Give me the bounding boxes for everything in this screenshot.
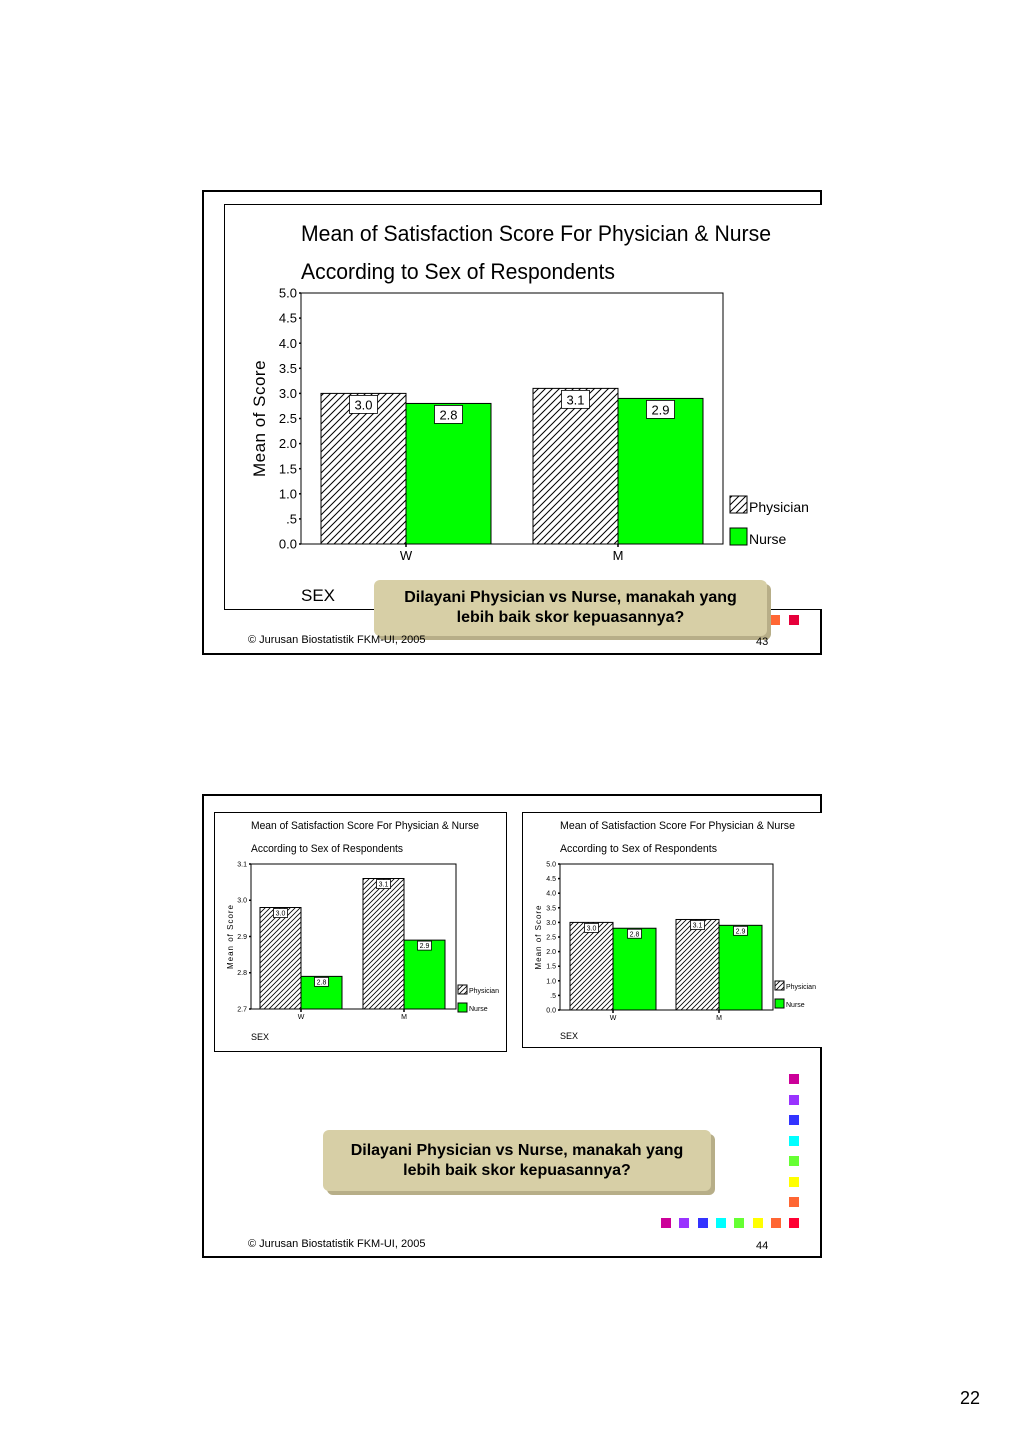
slide-number: 44 [756, 1240, 769, 1252]
x-axis-label: SEX [560, 1031, 579, 1041]
copyright: © Jurusan Biostatistik FKM-UI, 2005 [248, 1238, 426, 1250]
chart-title: Mean of Satisfaction Score For Physician & Nurse [560, 820, 795, 832]
copyright: © Jurusan Biostatistik FKM-UI, 2005 [248, 634, 426, 646]
deco-square [789, 1156, 799, 1166]
deco-square [789, 1074, 799, 1084]
y-tick-label: 5.0 [278, 285, 297, 301]
deco-square [753, 1218, 763, 1228]
y-tick-label: 4.0 [278, 335, 297, 351]
bar-physician [533, 388, 618, 544]
y-axis-label: Mean of Score [250, 359, 269, 478]
legend-label: Nurse [786, 1002, 805, 1009]
legend-swatch-physician [458, 985, 467, 994]
bar-nurse [613, 928, 656, 1010]
chart-main [225, 205, 823, 611]
x-tick-label: M [401, 1014, 407, 1021]
y-tick-label: .5 [550, 992, 556, 1000]
x-tick-label: M [612, 548, 624, 563]
chart-subtitle: According to Sex of Respondents [301, 259, 615, 284]
legend-swatch-physician [730, 496, 747, 513]
x-axis-label: SEX [301, 586, 336, 605]
chart-title: Mean of Satisfaction Score For Physician & Nurse [251, 820, 479, 832]
y-tick-label: 2.0 [278, 436, 297, 452]
y-tick-label: 4.5 [278, 310, 297, 326]
y-tick-label: 5.0 [546, 861, 556, 869]
legend-swatch-nurse [458, 1003, 467, 1012]
legend-swatch-nurse [775, 999, 784, 1008]
y-tick-label: 4.0 [546, 890, 556, 898]
y-tick-label: 0.0 [546, 1007, 556, 1015]
callout-text: Dilayani Physician vs Nurse, manakah yang lebih baik skor kepuasannya? [404, 589, 737, 626]
callout-box [323, 1130, 711, 1191]
chart-subtitle: According to Sex of Respondents [251, 843, 404, 855]
chart-right [523, 813, 823, 1049]
y-tick-label: 2.5 [278, 411, 297, 427]
deco-square [716, 1218, 726, 1228]
x-tick-label: W [399, 548, 413, 563]
deco-square [789, 615, 799, 625]
y-tick-label: .5 [286, 511, 297, 527]
bar-physician [570, 922, 613, 1010]
bar-nurse [618, 398, 703, 544]
deco-square [661, 1218, 671, 1228]
y-tick-label: 2.9 [237, 933, 247, 941]
x-tick-label: W [609, 1015, 617, 1022]
legend-label: Physician [786, 984, 816, 991]
deco-square [789, 1115, 799, 1125]
deco-square [679, 1218, 689, 1228]
y-tick-label: 3.0 [237, 897, 247, 905]
chart-frame-main [224, 204, 822, 610]
bar-nurse [406, 403, 491, 544]
y-tick-label: 2.8 [237, 970, 247, 978]
data-label: 3.0 [586, 925, 597, 933]
chart-title: Mean of Satisfaction Score For Physician & Nurse [301, 221, 771, 246]
bar-nurse [719, 925, 762, 1010]
data-label: 2.8 [629, 931, 640, 939]
y-tick-label: 1.5 [546, 963, 556, 971]
deco-square [698, 1218, 708, 1228]
legend-swatch-physician [775, 981, 784, 990]
bar-physician [363, 879, 404, 1010]
data-label: 2.8 [316, 979, 327, 987]
callout-text: Dilayani Physician vs Nurse, manakah yang lebih baik skor kepuasannya? [350, 1141, 684, 1179]
callout-box [374, 580, 767, 636]
chart-frame-right [522, 812, 822, 1048]
y-tick-label: 3.1 [237, 861, 247, 869]
bar-physician [260, 908, 301, 1010]
data-label: 2.9 [651, 402, 670, 418]
x-tick-label: W [297, 1014, 305, 1021]
legend-label: Nurse [469, 1006, 488, 1013]
deco-square [789, 1095, 799, 1105]
data-label: 2.8 [439, 407, 458, 423]
x-axis-label: SEX [251, 1032, 270, 1042]
deco-square [770, 615, 780, 625]
data-label: 3.0 [275, 910, 286, 918]
bar-physician [321, 393, 406, 544]
data-label: 3.1 [566, 392, 585, 408]
deco-square [789, 1218, 799, 1228]
chart-left [215, 813, 508, 1053]
y-tick-label: 3.5 [546, 905, 556, 913]
y-tick-label: 0.0 [278, 536, 297, 552]
y-tick-label: 2.7 [237, 1006, 247, 1014]
legend-label: Physician [469, 988, 499, 995]
x-tick-label: M [716, 1015, 722, 1022]
data-label: 3.0 [354, 397, 373, 413]
deco-square [789, 1197, 799, 1207]
data-label: 2.9 [419, 943, 430, 951]
y-axis-label: Mean of Score [534, 904, 543, 970]
data-label: 2.9 [735, 928, 746, 936]
bar-physician [676, 919, 719, 1010]
slide-44 [202, 794, 822, 1258]
chart-frame-left [214, 812, 507, 1052]
y-tick-label: 3.0 [278, 385, 297, 401]
deco-square [789, 1177, 799, 1187]
deco-square [734, 1218, 744, 1228]
deco-square [789, 1136, 799, 1146]
legend-label: Nurse [749, 531, 787, 547]
legend-label: Physician [749, 499, 809, 515]
page-number: 22 [959, 1388, 980, 1408]
legend-swatch-nurse [730, 528, 747, 545]
chart-subtitle: According to Sex of Respondents [560, 843, 718, 855]
y-tick-label: 1.0 [546, 978, 556, 986]
y-tick-label: 4.5 [546, 876, 556, 884]
y-tick-label: 2.5 [546, 934, 556, 942]
y-axis-label: Mean of Score [226, 903, 235, 970]
y-tick-label: 1.5 [278, 461, 297, 477]
y-tick-label: 3.0 [546, 919, 556, 927]
deco-square [771, 1218, 781, 1228]
slide-number: 43 [756, 636, 769, 648]
data-label: 3.1 [378, 881, 389, 889]
slide-43 [202, 190, 822, 655]
y-tick-label: 2.0 [546, 949, 556, 957]
data-label: 3.1 [692, 922, 703, 930]
y-tick-label: 3.5 [278, 360, 297, 376]
y-tick-label: 1.0 [278, 486, 297, 502]
